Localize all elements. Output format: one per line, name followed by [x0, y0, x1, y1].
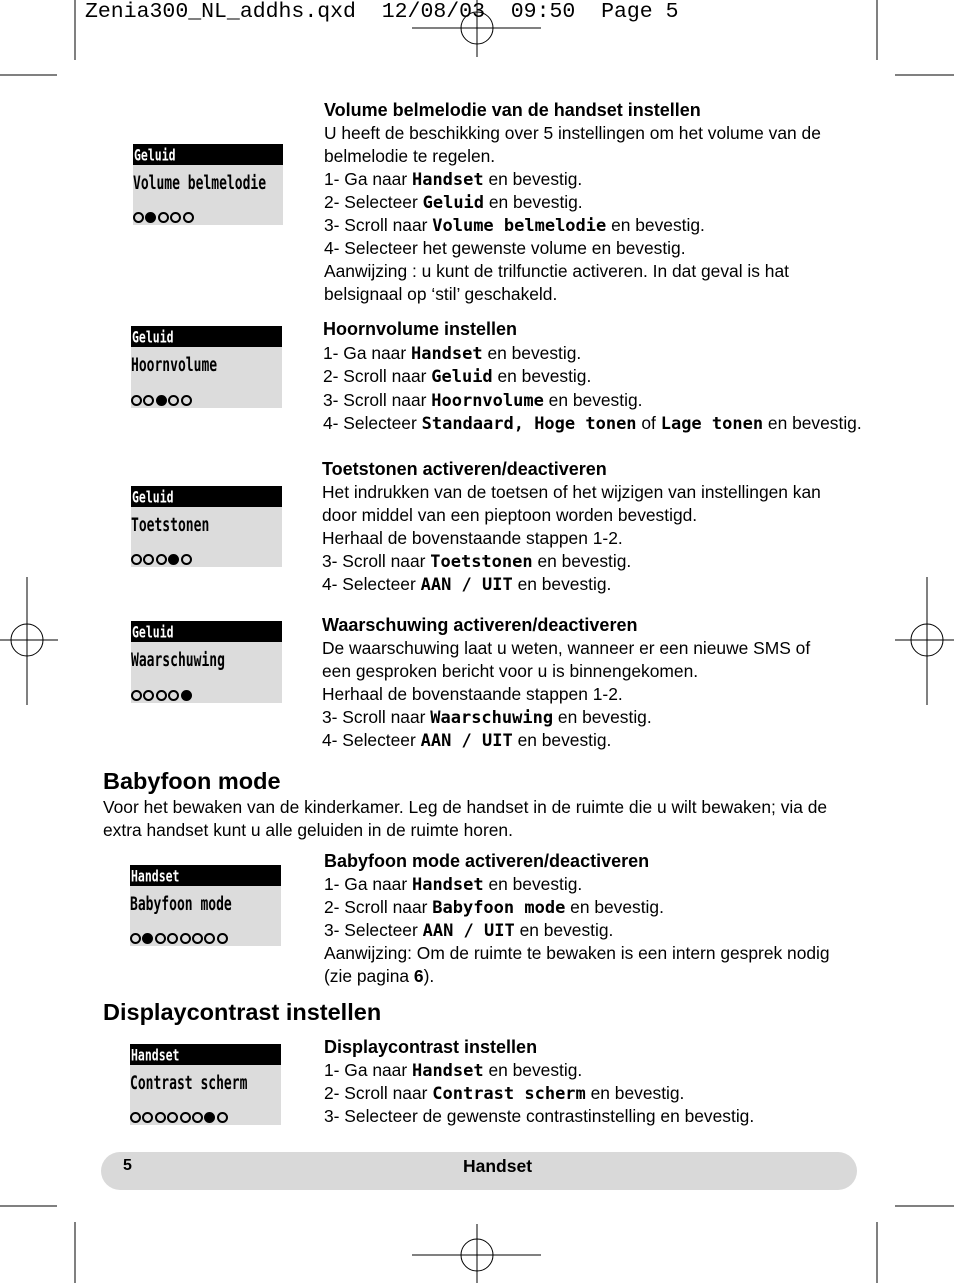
text-run: en bevestig. [543, 389, 643, 410]
text-run: een gesproken bericht voor u is binnengekomen. [322, 661, 699, 681]
instruction-line [324, 1082, 754, 1105]
instruction-line [322, 683, 810, 706]
text-run: De waarschuwing laat u weten, wanneer er een nieuwe SMS of [322, 638, 811, 658]
instruction-line [322, 504, 821, 527]
lcd-menu-item [133, 174, 266, 194]
text-run: en bevestig. [553, 707, 652, 727]
instruction-lines [323, 342, 862, 436]
lcd-title: Geluid [134, 145, 176, 165]
menu-term: Handset [411, 170, 484, 190]
menu-term: Volume belmelodie [432, 216, 607, 236]
level-dot [192, 1112, 203, 1123]
text-run: 3- Scroll naar [323, 389, 432, 410]
lcd-title-bar [131, 326, 282, 347]
instruction-line [324, 896, 830, 919]
text-run: en bevestig. [483, 874, 583, 894]
text-run: U heeft de beschikking over 5 instellingen om het volume van de [324, 123, 821, 143]
instruction-heading: Volume belmelodie van de handset instellen [324, 100, 701, 120]
level-dot-selected [142, 933, 153, 944]
instruction-line [324, 168, 821, 191]
section-heading-contrast: Displaycontrast instellen [103, 999, 382, 1025]
instruction-line [322, 637, 810, 660]
text-run: Herhaal de bovenstaande stappen 1-2. [322, 684, 623, 704]
text-run: en bevestig. [484, 192, 583, 212]
instruction-line [322, 527, 821, 550]
instruction-line [324, 214, 821, 237]
instruction-line [322, 481, 821, 504]
lcd-level-indicator [131, 690, 193, 701]
text-run: en bevestig. [512, 730, 612, 750]
lcd-menu-item [131, 516, 209, 536]
instruction-line [324, 1059, 754, 1082]
level-dot [131, 554, 142, 565]
text-run: 2- Selecteer [324, 192, 423, 212]
section-intro-babyfoon [103, 796, 827, 842]
text-run: Herhaal de bovenstaande stappen 1-2. [322, 528, 623, 548]
lcd-level-indicator [131, 395, 193, 406]
text-run: Aanwijzing : u kunt de trilfunctie activeren. In dat geval is hat [324, 261, 789, 281]
text-run: 4- Selecteer [322, 730, 421, 750]
lcd-title-bar [131, 486, 282, 507]
level-dot [143, 554, 154, 565]
menu-term: Handset [410, 343, 483, 364]
menu-term: Standaard, Hoge tonen [421, 414, 637, 435]
lcd-title-bar [133, 144, 283, 165]
text-run: en bevestig. [512, 574, 612, 594]
instruction-heading: Toetstonen activeren/deactiveren [322, 459, 607, 479]
lcd-menu-item-label: Contrast scherm [130, 1073, 248, 1095]
instruction-block-ringer-volume [324, 99, 821, 306]
lcd-screen-toetstonen [131, 486, 282, 567]
level-dot [170, 212, 181, 223]
level-dot [131, 690, 142, 701]
level-dot [155, 1112, 166, 1123]
level-dot [168, 395, 179, 406]
text-run: 2- Scroll naar [323, 366, 432, 387]
level-dot-selected [156, 395, 167, 406]
lcd-menu-item [130, 895, 232, 915]
text-run: of [636, 413, 661, 434]
text-run: en bevestig. [483, 1060, 583, 1080]
text-run: en bevestig. [492, 366, 592, 387]
instruction-line [323, 365, 862, 389]
lcd-screen-waarschuwing [131, 621, 282, 703]
text-run: en bevestig. [585, 1083, 685, 1103]
instruction-heading: Babyfoon mode activeren/deactiveren [324, 851, 650, 871]
level-dot [204, 933, 215, 944]
level-dot [181, 554, 192, 565]
text-run: en bevestig. [565, 897, 664, 917]
instruction-block-babyfoon [324, 850, 830, 988]
level-dot-selected [204, 1112, 215, 1123]
menu-term: Contrast scherm [432, 1084, 586, 1104]
text-run: en bevestig. [482, 342, 582, 363]
text-run: 1- Ga naar [324, 169, 412, 189]
level-dot [156, 690, 167, 701]
level-dot [130, 933, 141, 944]
instruction-line [322, 706, 810, 729]
lcd-title: Geluid [132, 327, 174, 347]
page-number: 5 [123, 1157, 132, 1174]
instruction-block-contrast [324, 1036, 754, 1128]
lcd-title-bar [130, 865, 281, 886]
lcd-screen-babyfoon-mode [130, 865, 281, 946]
instruction-lines [322, 481, 821, 596]
lcd-level-indicator [131, 554, 193, 565]
text-run: ). [423, 966, 435, 986]
lcd-menu-item [131, 356, 217, 376]
lcd-menu-item-label: Toetstonen [131, 515, 210, 537]
instruction-line [324, 191, 821, 214]
text-run: 1- Ga naar [323, 342, 411, 363]
level-dot [133, 212, 144, 223]
instruction-block-earpiece-volume [323, 318, 862, 436]
lcd-title-bar [131, 621, 282, 642]
instruction-line [324, 260, 821, 283]
level-dot [158, 212, 169, 223]
lcd-screen-contrast-scherm [130, 1044, 281, 1125]
menu-term: Geluid [431, 367, 493, 388]
level-dot [183, 212, 194, 223]
level-dot [181, 395, 192, 406]
level-dot [217, 1112, 228, 1123]
page-footer-bar [101, 1152, 857, 1190]
level-dot [217, 933, 228, 944]
menu-term: Handset [411, 1061, 484, 1081]
instruction-heading: Hoornvolume instellen [323, 319, 518, 339]
menu-term: Hoornvolume [431, 390, 544, 411]
menu-term: AAN / UIT [420, 575, 513, 595]
instruction-line [324, 919, 830, 942]
menu-term: AAN / UIT [420, 731, 513, 751]
level-dot-selected [145, 212, 156, 223]
lcd-menu-item-label: Waarschuwing [131, 650, 225, 672]
level-dot [142, 1112, 153, 1123]
instruction-line [323, 342, 862, 366]
lcd-title: Handset [131, 1045, 180, 1065]
intro-line: Voor het bewaken van de kinderkamer. Leg de handset in de ruimte die u wilt bewaken; via de [103, 797, 828, 817]
section-heading-babyfoon: Babyfoon mode [103, 768, 281, 794]
menu-term: AAN / UIT [422, 921, 515, 941]
text-run: en bevestig. [532, 551, 632, 571]
instruction-line [324, 145, 821, 168]
menu-term: Geluid [422, 193, 485, 213]
text-run: (zie pagina [324, 966, 414, 986]
text-run: 3- Scroll naar [324, 215, 433, 235]
text-run: Het indrukken van de toetsen of het wijzigen van instellingen kan [322, 482, 821, 502]
instruction-lines [322, 637, 810, 752]
print-slug-line: Zenia300_NL_addhs.qxd 12/08/03 09:50 Page 5 [85, 0, 679, 24]
text-run: 3- Scroll naar [322, 707, 431, 727]
instruction-heading: Waarschuwing activeren/deactiveren [322, 615, 638, 635]
level-dot [130, 1112, 141, 1123]
lcd-menu-item-label: Hoornvolume [131, 355, 218, 377]
lcd-level-indicator [133, 212, 195, 223]
menu-term: Lage tonen [660, 414, 764, 435]
instruction-line [324, 873, 830, 896]
level-dot [180, 933, 191, 944]
instruction-line [324, 1105, 754, 1128]
instruction-line [322, 573, 821, 596]
text-run: 1- Ga naar [324, 874, 412, 894]
menu-term: Waarschuwing [430, 708, 554, 728]
level-dot [192, 933, 203, 944]
instruction-line [324, 965, 830, 988]
text-run: 1- Ga naar [324, 1060, 412, 1080]
menu-term: Toetstonen [430, 552, 533, 572]
lcd-level-indicator [130, 933, 229, 944]
text-run: en bevestig. [514, 920, 614, 940]
text-run: Aanwijzing: Om de ruimte te bewaken is een intern gesprek nodig [324, 943, 830, 963]
instruction-line [324, 283, 821, 306]
level-dot [131, 395, 142, 406]
lcd-level-indicator [130, 1112, 229, 1123]
level-dot [167, 933, 178, 944]
level-dot [143, 395, 154, 406]
instruction-line [324, 237, 821, 260]
instruction-line [324, 122, 821, 145]
level-dot [180, 1112, 191, 1123]
lcd-screen-volume-belmelodie [133, 144, 283, 225]
instruction-line [322, 660, 810, 683]
footer-section-title: Handset [463, 1156, 533, 1176]
lcd-menu-item-label: Babyfoon mode [130, 894, 232, 916]
instruction-heading: Displaycontrast instellen [324, 1037, 538, 1057]
text-run: 4- Selecteer [323, 413, 422, 434]
instruction-line [322, 729, 810, 752]
instruction-lines [324, 873, 830, 988]
text-run: 3- Selecteer de gewenste contrastinstelling en bevestig. [324, 1106, 755, 1126]
instruction-line [324, 942, 830, 965]
page-reference: 6 [413, 966, 424, 986]
text-run: 2- Scroll naar [324, 897, 433, 917]
level-dot [155, 933, 166, 944]
lcd-title: Geluid [132, 622, 174, 642]
instruction-lines [324, 1059, 754, 1128]
lcd-menu-item [130, 1074, 247, 1094]
lcd-menu-item [131, 651, 225, 671]
menu-term: Handset [411, 875, 484, 895]
level-dot-selected [181, 690, 192, 701]
text-run: 3- Scroll naar [322, 551, 431, 571]
level-dot [143, 690, 154, 701]
menu-term: Babyfoon mode [432, 898, 566, 918]
text-run: 2- Scroll naar [324, 1083, 433, 1103]
lcd-title-bar [130, 1044, 281, 1065]
lcd-title: Geluid [132, 487, 174, 507]
instruction-block-key-tones [322, 458, 821, 596]
level-dot [156, 554, 167, 565]
instruction-line [323, 389, 862, 413]
level-dot-selected [168, 554, 179, 565]
level-dot [167, 1112, 178, 1123]
intro-line: extra handset kunt u alle geluiden in de ruimte horen. [103, 820, 513, 840]
text-run: en bevestig. [606, 215, 705, 235]
text-run: 4- Selecteer het gewenste volume en bevestig. [324, 238, 686, 258]
lcd-menu-item-label: Volume belmelodie [133, 173, 267, 195]
text-run: belmelodie te regelen. [324, 146, 496, 166]
instruction-block-alert [322, 614, 810, 752]
lcd-title: Handset [131, 866, 180, 886]
text-run: 4- Selecteer [322, 574, 421, 594]
text-run: 3- Selecteer [324, 920, 423, 940]
text-run: door middel van een pieptoon worden bevestigd. [322, 505, 698, 525]
text-run: en bevestig. [483, 169, 583, 189]
level-dot [168, 690, 179, 701]
instruction-line [323, 412, 862, 436]
text-run: belsignaal op ‘stil’ geschakeld. [324, 284, 558, 304]
text-run: en bevestig. [763, 413, 862, 434]
instruction-line [322, 550, 821, 573]
lcd-screen-hoornvolume [131, 326, 282, 408]
instruction-lines [324, 122, 821, 306]
